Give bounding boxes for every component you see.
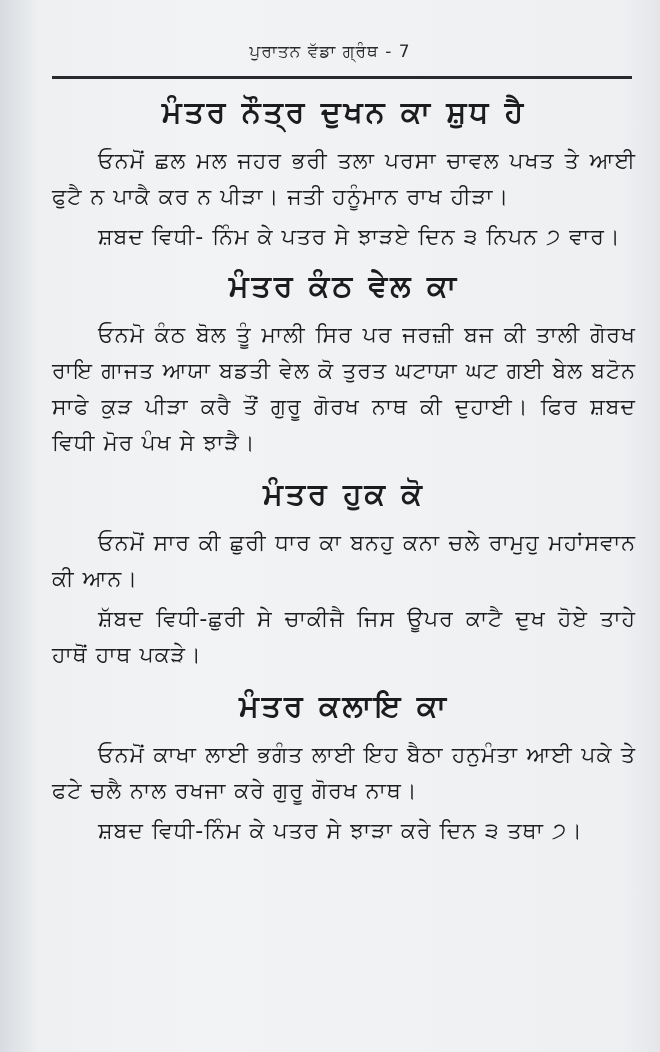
page-body xyxy=(52,86,636,850)
section-heading-netra-dukhan: ਮੰਤਰ ਨੌਤ੍ਰ ਦੁਖਨ ਕਾ ਸ਼ੁਧ ਹੈ xyxy=(161,95,527,130)
section-paragraph: ਓਨਮੋਂ ਸਾਰ ਕੀ ਛੁਰੀ ਧਾਰ ਕਾ ਬਨਹੁ ਕਨਾ ਚਲੇ ਰਾਮੁਹੁ ਮਹਾਂਸਵਾਨ ਕੀ ਆਨ। xyxy=(52,531,636,592)
section-paragraph: ਓਨਮੋਂ ਕਾਖਾ ਲਾਈ ਭਗੰਤ ਲਾਈ ਇਹ ਬੈਠਾ ਹਨੁਮੰਤਾ ਆਈ ਪਕੇ ਤੇ ਫਟੇ ਚਲੈ ਨਾਲ ਰਖਜਾ ਕਰੇ ਗੁਰੂ ਗੋਰਖ ਨਾਥ। xyxy=(52,743,636,804)
section-paragraph: ਓਨਮੋਂ ਛਲ ਮਲ ਜਹਰ ਭਰੀ ਤਲਾ ਪਰਸਾ ਚਾਵਲ ਪਖਤ ਤੇ ਆਈ ਫੁਟੈ ਨ ਪਾਕੈ ਕਰ ਨ ਪੀੜਾ। ਜਤੀ ਹਨੂੰਮਾਨ ਰਾਖ ਹੀੜਾ। xyxy=(52,149,636,210)
running-header: ਪੁਰਾਤਨ ਵੱਡਾ ਗ੍ਰੰਥ - 7 xyxy=(249,42,411,62)
section-heading-huk: ਮੰਤਰ ਹੁਕ ਕੋ xyxy=(263,477,425,512)
section-paragraph: ਸ਼ੱਬਦ ਵਿਧੀ-ਛੁਰੀ ਸੇ ਚਾਕੀਜੈ ਜਿਸ ਊਪਰ ਕਾਟੈ ਦੁਖ ਹੋਏ ਤਾਹੇ ਹਾਥੋਂ ਹਾਥ ਪਕੜੇ। xyxy=(52,607,636,668)
section-paragraph: ਸ਼ਬਦ ਵਿਧੀ- ਨਿੰਮ ਕੇ ਪਤਰ ਸੇ ਝਾੜਏ ਦਿਨ ੩ ਨਿਪਨ ੭ ਵਾਰ। xyxy=(98,225,621,250)
section-heading-kanth-vel: ਮੰਤਰ ਕੰਠ ਵੇਲ ਕਾ xyxy=(228,269,460,304)
section-paragraph: ਸ਼ਬਦ ਵਿਧੀ-ਨਿੰਮ ਕੇ ਪਤਰ ਸੇ ਝਾੜਾ ਕਰੇ ਦਿਨ ੩ ਤਥਾ ੭। xyxy=(98,819,583,844)
header-rule xyxy=(52,76,632,79)
section-heading-kalai: ਮੰਤਰ ਕਲਾਇ ਕਾ xyxy=(239,689,449,724)
section-paragraph: ਓਨਮੋ ਕੰਠ ਬੋਲ ਤੂੰ ਮਾਲੀ ਸਿਰ ਪਰ ਜਰਜ਼ੀ ਬਜ ਕੀ ਤਾਲੀ ਗੋਰਖ ਰਾਇ ਗਾਜਤ ਆਯਾ ਬਡਤੀ ਵੇਲ ਕੋ ਤੁਰਤ ਘਟਾਯਾ ਘਟ ਗਈ ਬੇਲ ਬਟੋਨ ਸਾਫੇ ਕੁੜ ਪੀੜਾ ਕਰੈ ਤੌਂ ਗੁਰੂ ਗੋਰਖ ਨਾਥ ਕੀ ਦੁਹਾਈ। ਫਿਰ ਸ਼ਬਦ ਵਿਧੀ ਮੋਰ ਪੰਖ ਸੇ ਝਾੜੈ। xyxy=(52,323,636,456)
